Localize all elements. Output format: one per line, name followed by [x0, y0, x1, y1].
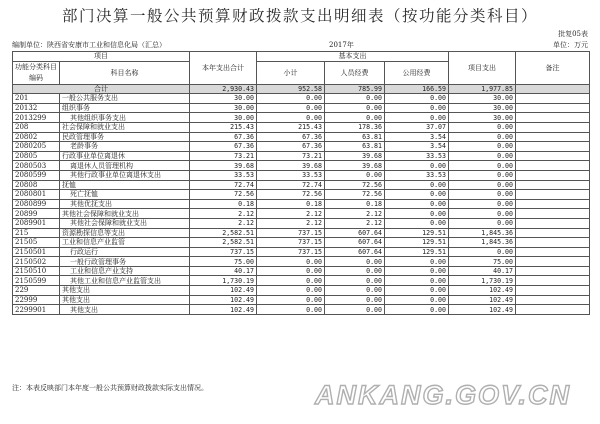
row-code: 2089901: [13, 218, 60, 228]
row-name: 其他组织事务支出: [60, 113, 190, 123]
row-public: 0.00: [385, 199, 449, 209]
header-public: 公用经费: [385, 61, 449, 84]
row-total: 75.00: [190, 257, 257, 267]
row-code: 20808: [13, 180, 60, 190]
row-remark: [516, 257, 590, 267]
row-remark: [516, 266, 590, 276]
header-code: 功能分类科目编码: [13, 61, 60, 84]
table-row: [13, 257, 590, 267]
total-personnel: 785.99: [325, 84, 385, 94]
row-remark: [516, 286, 590, 296]
row-total: 0.18: [190, 199, 257, 209]
row-project: 30.00: [449, 94, 516, 104]
row-remark: [516, 151, 590, 161]
row-subtotal: 67.36: [257, 142, 325, 152]
row-subtotal: 72.56: [257, 190, 325, 200]
row-project: 75.00: [449, 257, 516, 267]
row-subtotal: 0.00: [257, 276, 325, 286]
table-row: [13, 142, 590, 152]
table-row: [13, 266, 590, 276]
watermark-logo: [298, 380, 588, 410]
row-project: 0.00: [449, 151, 516, 161]
row-subtotal: 67.36: [257, 132, 325, 142]
row-total: 2.12: [190, 218, 257, 228]
row-remark: [516, 276, 590, 286]
row-remark: [516, 94, 590, 104]
money-unit: 单位：万元: [553, 41, 588, 49]
header-basic: 基本支出: [257, 52, 449, 62]
row-project: 1,730.19: [449, 276, 516, 286]
row-total: 67.36: [190, 132, 257, 142]
row-subtotal: 0.00: [257, 94, 325, 104]
row-public: 0.00: [385, 103, 449, 113]
row-public: 0.00: [385, 209, 449, 219]
header-item: 项目: [13, 52, 190, 62]
row-subtotal: 0.00: [257, 113, 325, 123]
row-total: 102.49: [190, 305, 257, 315]
row-personnel: 0.00: [325, 305, 385, 315]
table-row: [13, 238, 590, 248]
row-personnel: 63.81: [325, 132, 385, 142]
table-row: [13, 190, 590, 200]
row-name: 死亡抚恤: [60, 190, 190, 200]
row-total: 1,730.19: [190, 276, 257, 286]
row-subtotal: 0.00: [257, 257, 325, 267]
row-project: 1,845.36: [449, 238, 516, 248]
row-remark: [516, 199, 590, 209]
row-project: 30.00: [449, 113, 516, 123]
table-row: [13, 209, 590, 219]
row-subtotal: 737.15: [257, 238, 325, 248]
row-personnel: 39.68: [325, 151, 385, 161]
row-project: 30.00: [449, 103, 516, 113]
total-remark: [516, 84, 590, 94]
row-code: 229: [13, 286, 60, 296]
row-subtotal: 73.21: [257, 151, 325, 161]
row-personnel: 607.64: [325, 228, 385, 238]
table-row: [13, 151, 590, 161]
row-code: 2080899: [13, 199, 60, 209]
row-personnel: 0.00: [325, 286, 385, 296]
row-name: 一般公共服务支出: [60, 94, 190, 104]
row-name: 一般行政管理事务: [60, 257, 190, 267]
row-public: 0.00: [385, 295, 449, 305]
row-code: 20132: [13, 103, 60, 113]
row-project: 0.00: [449, 142, 516, 152]
row-project: 0.00: [449, 161, 516, 171]
row-name: 其他支出: [60, 286, 190, 296]
row-code: 22999: [13, 295, 60, 305]
page-title: 部门决算一般公共预算财政拨款支出明细表（按功能分类科目）: [61, 7, 538, 25]
row-remark: [516, 228, 590, 238]
row-personnel: 0.00: [325, 103, 385, 113]
table-row: [13, 199, 590, 209]
row-public: 0.00: [385, 286, 449, 296]
row-subtotal: 0.00: [257, 103, 325, 113]
table-row: [13, 228, 590, 238]
table-row: [13, 132, 590, 142]
table-row: [13, 286, 590, 296]
row-code: 2013299: [13, 113, 60, 123]
row-public: 37.07: [385, 122, 449, 132]
row-subtotal: 2.12: [257, 209, 325, 219]
row-personnel: 178.36: [325, 122, 385, 132]
row-remark: [516, 218, 590, 228]
row-total: 2,582.51: [190, 228, 257, 238]
row-subtotal: 0.00: [257, 266, 325, 276]
row-total: 33.53: [190, 170, 257, 180]
row-name: 行政事业单位离退休: [60, 151, 190, 161]
row-project: 0.00: [449, 132, 516, 142]
row-total: 72.74: [190, 180, 257, 190]
row-subtotal: 0.00: [257, 305, 325, 315]
row-project: 102.49: [449, 286, 516, 296]
row-total: 40.17: [190, 266, 257, 276]
row-name: 社会保障和就业支出: [60, 122, 190, 132]
table-row: [13, 170, 590, 180]
row-total: 30.00: [190, 94, 257, 104]
header-subtotal: 小计: [257, 61, 325, 84]
row-public: 0.00: [385, 305, 449, 315]
row-name: 离退休人员管理机构: [60, 161, 190, 171]
row-remark: [516, 103, 590, 113]
row-public: 129.51: [385, 228, 449, 238]
row-personnel: 0.00: [325, 276, 385, 286]
table-row: [13, 305, 590, 315]
row-name: 其他行政事业单位离退休支出: [60, 170, 190, 180]
total-amount: 2,930.43: [190, 84, 257, 94]
table-row: [13, 276, 590, 286]
row-project: 0.00: [449, 190, 516, 200]
row-name: 老龄事务: [60, 142, 190, 152]
row-name: 其他工业和信息产业监管支出: [60, 276, 190, 286]
row-personnel: 0.00: [325, 113, 385, 123]
row-public: 129.51: [385, 238, 449, 248]
total-project: 1,977.85: [449, 84, 516, 94]
compiling-unit: 编制单位：陕西省安康市工业和信息化局（汇总）: [12, 41, 166, 49]
row-project: 0.00: [449, 209, 516, 219]
row-name: 其他支出: [60, 305, 190, 315]
row-project: 0.00: [449, 180, 516, 190]
report-year: 2017年: [329, 41, 354, 49]
row-name: 行政运行: [60, 247, 190, 257]
row-personnel: 39.68: [325, 161, 385, 171]
total-label: 合计: [13, 84, 190, 94]
row-project: 0.00: [449, 247, 516, 257]
table-row: [13, 94, 590, 104]
row-name: 工业和信息产业监管: [60, 238, 190, 248]
row-total: 30.00: [190, 113, 257, 123]
row-project: 102.49: [449, 295, 516, 305]
row-project: 0.00: [449, 218, 516, 228]
row-personnel: 2.12: [325, 209, 385, 219]
row-personnel: 63.81: [325, 142, 385, 152]
row-public: 0.00: [385, 266, 449, 276]
row-project: 1,845.36: [449, 228, 516, 238]
row-code: 21505: [13, 238, 60, 248]
row-public: 0.00: [385, 180, 449, 190]
row-public: 3.54: [385, 142, 449, 152]
row-name: 资源勘探信息等支出: [60, 228, 190, 238]
row-code: 2150501: [13, 247, 60, 257]
row-public: 33.53: [385, 170, 449, 180]
row-remark: [516, 180, 590, 190]
meta-line: [12, 40, 588, 49]
row-public: 0.00: [385, 190, 449, 200]
row-subtotal: 0.18: [257, 199, 325, 209]
row-personnel: 0.00: [325, 266, 385, 276]
row-public: 33.53: [385, 151, 449, 161]
row-remark: [516, 113, 590, 123]
row-public: 0.00: [385, 276, 449, 286]
row-personnel: 72.56: [325, 190, 385, 200]
row-personnel: 2.12: [325, 218, 385, 228]
row-code: 2150510: [13, 266, 60, 276]
table-row: [13, 122, 590, 132]
row-remark: [516, 305, 590, 315]
row-subtotal: 39.68: [257, 161, 325, 171]
total-subtotal: 952.58: [257, 84, 325, 94]
row-name: 工业和信息产业支持: [60, 266, 190, 276]
table-row: [13, 180, 590, 190]
row-total: 737.15: [190, 247, 257, 257]
row-remark: [516, 142, 590, 152]
row-code: 2080599: [13, 170, 60, 180]
row-remark: [516, 238, 590, 248]
table-row: [13, 161, 590, 171]
header-total: 本年支出合计: [190, 52, 257, 85]
row-name: 其他社会保障和就业支出: [60, 218, 190, 228]
row-total: 67.36: [190, 142, 257, 152]
row-subtotal: 737.15: [257, 247, 325, 257]
row-project: 0.00: [449, 170, 516, 180]
table-row: [13, 295, 590, 305]
row-total: 73.21: [190, 151, 257, 161]
row-total: 39.68: [190, 161, 257, 171]
row-code: 2299901: [13, 305, 60, 315]
row-code: 215: [13, 228, 60, 238]
row-name: 其他社会保障和就业支出: [60, 209, 190, 219]
row-subtotal: 0.00: [257, 295, 325, 305]
row-subtotal: 737.15: [257, 228, 325, 238]
row-remark: [516, 122, 590, 132]
row-subtotal: 0.00: [257, 286, 325, 296]
table-row: [13, 218, 590, 228]
row-public: 0.00: [385, 257, 449, 267]
expenditure-table: [12, 51, 590, 315]
header-project: 项目支出: [449, 52, 516, 85]
watermark-text: ANKANG.GOV.CN: [314, 380, 572, 410]
row-remark: [516, 295, 590, 305]
row-total: 72.56: [190, 190, 257, 200]
row-subtotal: 72.74: [257, 180, 325, 190]
table-row: [13, 247, 590, 257]
table-row: [13, 103, 590, 113]
row-total: 215.43: [190, 122, 257, 132]
row-remark: [516, 161, 590, 171]
row-code: 2150502: [13, 257, 60, 267]
row-name: 其他支出: [60, 295, 190, 305]
row-code: 2080503: [13, 161, 60, 171]
row-project: 102.49: [449, 305, 516, 315]
row-personnel: 607.64: [325, 238, 385, 248]
row-personnel: 72.56: [325, 180, 385, 190]
row-remark: [516, 247, 590, 257]
header-name: 科目名称: [60, 61, 190, 84]
row-code: 2150599: [13, 276, 60, 286]
row-personnel: 0.18: [325, 199, 385, 209]
row-remark: [516, 190, 590, 200]
total-row: [13, 84, 590, 94]
row-code: 20802: [13, 132, 60, 142]
row-public: 0.00: [385, 94, 449, 104]
header-remark: 备注: [516, 52, 590, 85]
row-name: 抚恤: [60, 180, 190, 190]
row-total: 2.12: [190, 209, 257, 219]
row-public: 3.54: [385, 132, 449, 142]
row-name: 其他优抚支出: [60, 199, 190, 209]
row-public: 0.00: [385, 113, 449, 123]
table-note: 注：本表反映部门本年度一般公共预算财政拨款实际支出情况。: [12, 384, 208, 392]
total-public: 166.59: [385, 84, 449, 94]
row-code: 201: [13, 94, 60, 104]
row-code: 20805: [13, 151, 60, 161]
row-name: 组织事务: [60, 103, 190, 113]
row-total: 30.00: [190, 103, 257, 113]
row-remark: [516, 209, 590, 219]
row-public: 129.51: [385, 247, 449, 257]
row-personnel: 607.64: [325, 247, 385, 257]
row-code: 208: [13, 122, 60, 132]
row-code: 20899: [13, 209, 60, 219]
row-total: 102.49: [190, 295, 257, 305]
form-number: 批复05表: [558, 30, 588, 38]
row-total: 102.49: [190, 286, 257, 296]
row-remark: [516, 132, 590, 142]
row-subtotal: 2.12: [257, 218, 325, 228]
table-row: [13, 113, 590, 123]
row-public: 0.00: [385, 161, 449, 171]
row-personnel: 0.00: [325, 257, 385, 267]
row-project: 0.00: [449, 122, 516, 132]
row-total: 2,582.51: [190, 238, 257, 248]
row-code: 2080205: [13, 142, 60, 152]
row-project: 40.17: [449, 266, 516, 276]
header-personnel: 人员经费: [325, 61, 385, 84]
row-personnel: 0.00: [325, 170, 385, 180]
row-personnel: 0.00: [325, 94, 385, 104]
row-subtotal: 215.43: [257, 122, 325, 132]
row-code: 2080801: [13, 190, 60, 200]
row-remark: [516, 170, 590, 180]
row-name: 民政管理事务: [60, 132, 190, 142]
row-subtotal: 33.53: [257, 170, 325, 180]
row-project: 0.00: [449, 199, 516, 209]
row-personnel: 0.00: [325, 295, 385, 305]
row-public: 0.00: [385, 218, 449, 228]
